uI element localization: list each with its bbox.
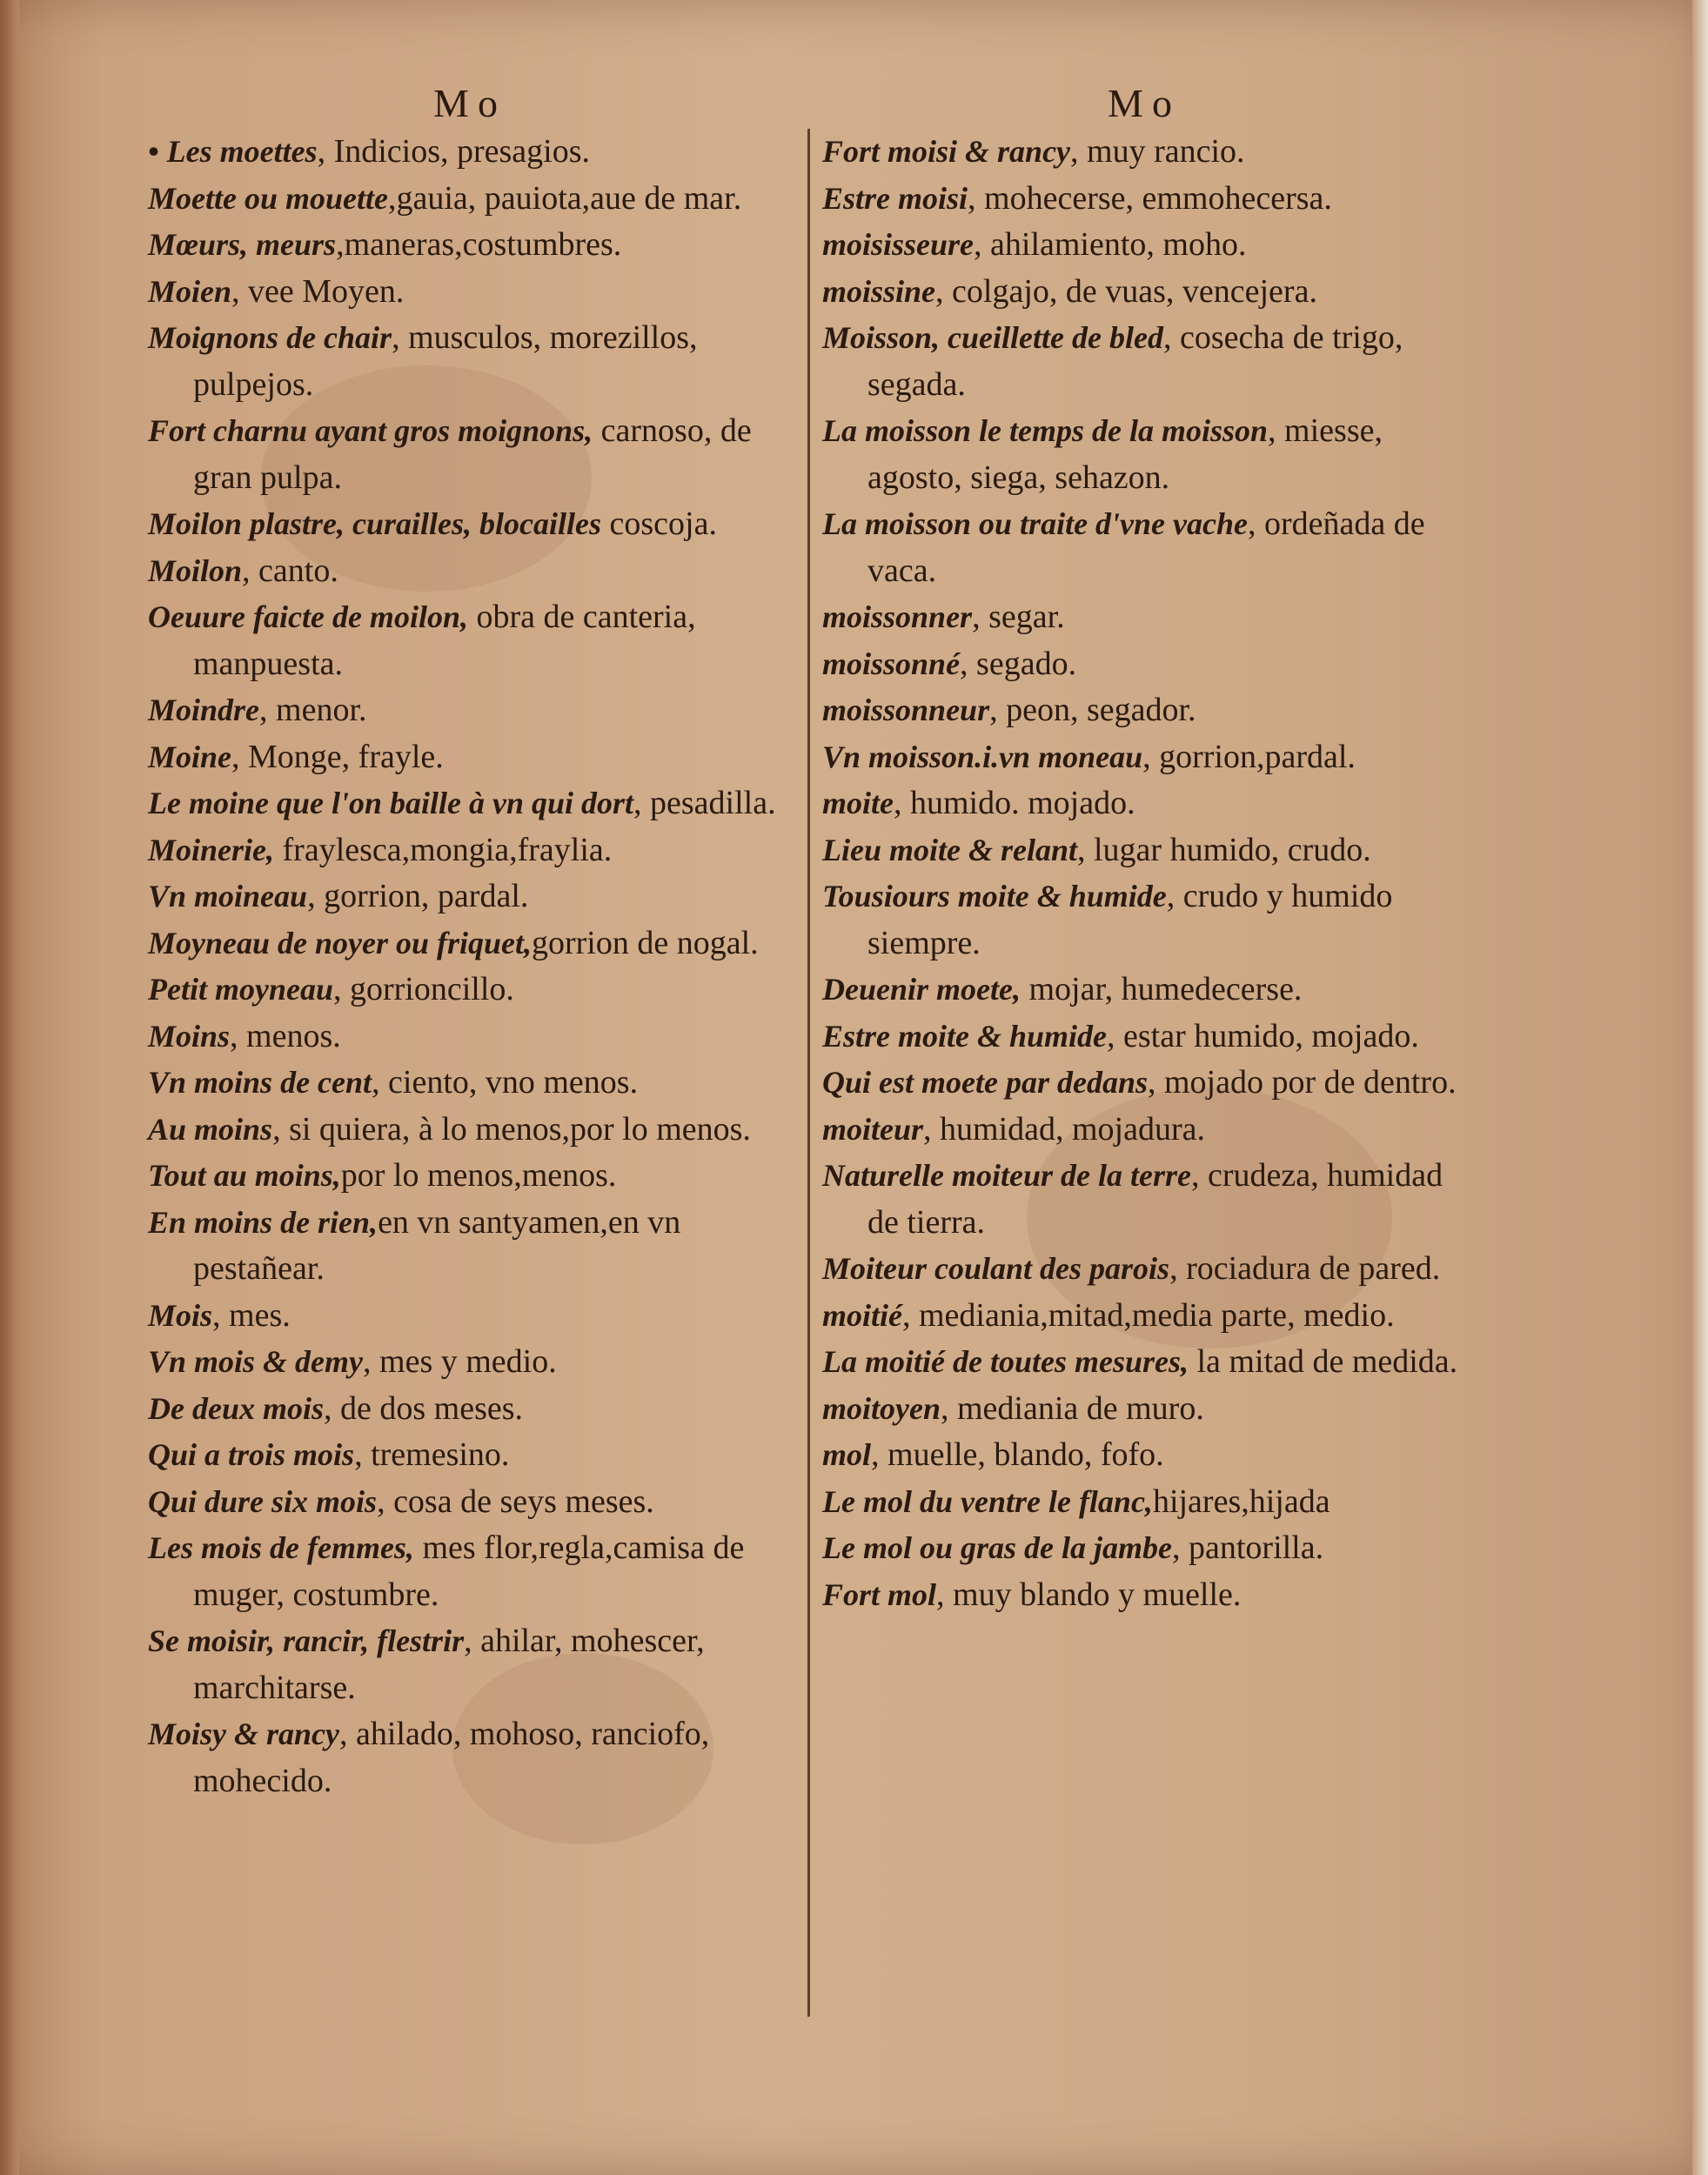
dictionary-entry xyxy=(822,780,1466,827)
dictionary-entry xyxy=(148,408,792,501)
dictionary-entry xyxy=(822,315,1466,408)
entry-translation: , mojado por de dentro. xyxy=(1148,1064,1457,1101)
entry-headword: mol xyxy=(822,1437,872,1472)
entry-headword: Moins xyxy=(148,1018,231,1054)
entry-headword: Moisson, cueillette de bled xyxy=(822,320,1163,355)
entry-headword: moite xyxy=(822,786,894,820)
entry-translation: , muy blando y muelle. xyxy=(936,1576,1242,1613)
dictionary-entry xyxy=(822,222,1466,269)
dictionary-entry xyxy=(148,1432,792,1479)
entry-translation: , muy rancio. xyxy=(1070,133,1245,170)
entry-headword: moissonneur xyxy=(822,693,990,727)
dictionary-entry xyxy=(148,269,792,316)
entry-translation: , segado. xyxy=(960,645,1077,682)
entry-translation: , musculos, morezillos, pulpejos. xyxy=(193,319,698,403)
entry-translation: , pesadilla. xyxy=(633,785,776,821)
entry-headword: moiteur xyxy=(822,1111,924,1147)
dictionary-entry xyxy=(148,780,792,827)
entry-translation: , gorrion, pardal. xyxy=(307,878,529,914)
left-entries xyxy=(148,129,792,1804)
entry-translation: hijares,hijada xyxy=(1152,1482,1330,1520)
entry-translation: , crudeza, humidad de tierra. xyxy=(867,1157,1443,1241)
entry-headword: Les mois de femmes, xyxy=(148,1530,414,1565)
entry-headword: La moitié de toutes mesures, xyxy=(822,1344,1189,1379)
dictionary-entry xyxy=(148,1479,792,1526)
entry-headword: Le mol ou gras de la jambe xyxy=(822,1530,1172,1565)
dictionary-entry xyxy=(822,1386,1466,1433)
entry-translation: , muelle, blando, fofo. xyxy=(871,1436,1164,1473)
entry-translation: , cosa de seys meses. xyxy=(377,1482,654,1520)
right-entries xyxy=(822,129,1466,1618)
dictionary-entry xyxy=(148,1153,792,1200)
dictionary-entry xyxy=(148,1618,792,1711)
entry-headword: • Les moettes xyxy=(148,134,318,169)
entry-translation: , cosecha de trigo, segada. xyxy=(867,319,1403,403)
entry-headword: Fort charnu ayant gros moignons, xyxy=(148,413,593,448)
dictionary-entry xyxy=(148,1293,792,1340)
dictionary-entry xyxy=(148,1711,792,1804)
dictionary-entry xyxy=(148,1014,792,1061)
entry-translation: mes flor,regla,camisa de muger, costumbre. xyxy=(193,1529,745,1613)
dictionary-entry xyxy=(148,1525,792,1618)
entry-headword: Moilon plastre, curailles, blocailles xyxy=(148,506,602,541)
dictionary-entry xyxy=(148,873,792,920)
dictionary-entry xyxy=(822,1525,1466,1572)
entry-translation: , lugar humido, crudo. xyxy=(1077,831,1371,868)
entry-translation: obra de canteria, manpuesta. xyxy=(193,599,696,682)
entry-headword: Mœurs, meurs xyxy=(148,227,337,262)
entry-headword: Moilon xyxy=(148,552,243,588)
dictionary-entry xyxy=(822,1107,1466,1154)
dictionary-entry xyxy=(822,1014,1466,1061)
entry-translation: ,maneras,costumbres. xyxy=(336,226,622,263)
dictionary-entry xyxy=(148,1060,792,1107)
dictionary-entry xyxy=(148,687,792,734)
entry-translation: , Monge, frayle. xyxy=(231,738,444,775)
entry-translation: , tremesino. xyxy=(354,1436,510,1473)
entry-headword: Fort mol xyxy=(822,1576,937,1612)
entry-headword: Moien xyxy=(148,273,232,309)
entry-translation: , Indicios, presagios. xyxy=(317,133,591,170)
dictionary-entry xyxy=(148,827,792,874)
entry-translation: , ahilar, mohescer, marchitarse. xyxy=(193,1623,705,1706)
entry-headword: Qui est moete par dedans xyxy=(822,1065,1148,1100)
entry-headword: moisisseure xyxy=(822,227,975,262)
dictionary-entry xyxy=(148,176,792,223)
entry-headword: moissonner xyxy=(822,599,973,634)
entry-translation: mojar, humedecerse. xyxy=(1020,971,1303,1007)
entry-headword: Naturelle moiteur de la terre xyxy=(822,1158,1191,1193)
dictionary-entry xyxy=(822,1339,1466,1386)
entry-translation: , estar humido, mojado. xyxy=(1107,1017,1419,1054)
entry-headword: Tousiours moite & humide xyxy=(822,879,1167,914)
entry-translation: , humido. mojado. xyxy=(893,785,1135,821)
entry-headword: La moisson le temps de la moisson xyxy=(822,413,1269,448)
entry-translation: en vn santyamen,en vn pestañear. xyxy=(193,1203,681,1287)
entry-translation: , mes. xyxy=(212,1296,291,1334)
dictionary-entry xyxy=(822,641,1466,688)
entry-translation: por lo menos,menos. xyxy=(340,1157,617,1194)
dictionary-entry xyxy=(148,920,792,967)
dictionary-entry xyxy=(148,1107,792,1154)
dictionary-entry xyxy=(822,967,1466,1014)
dictionary-entry xyxy=(822,1246,1466,1293)
entry-headword: Mois xyxy=(148,1297,213,1333)
entry-translation: , canto. xyxy=(242,552,338,589)
entry-translation: , gorrion,pardal. xyxy=(1142,738,1356,775)
entry-headword: Tout au moins, xyxy=(148,1158,341,1193)
dictionary-entry xyxy=(822,1153,1466,1246)
entry-headword: moitoyen xyxy=(822,1390,941,1426)
dictionary-entry xyxy=(148,501,792,548)
dictionary-entry xyxy=(822,1432,1466,1479)
entry-headword: Lieu moite & relant xyxy=(822,832,1077,867)
dictionary-entry xyxy=(822,269,1466,316)
entry-translation: fraylesca,mongia,fraylia. xyxy=(274,831,613,868)
entry-headword: La moisson ou traite d'vne vache xyxy=(822,506,1248,541)
entry-headword: Au moins xyxy=(148,1111,273,1147)
dictionary-entry xyxy=(148,1200,792,1293)
dictionary-entry xyxy=(148,1386,792,1433)
entry-translation: , mediania de muro. xyxy=(940,1389,1204,1427)
entry-translation: , vee Moyen. xyxy=(231,272,405,310)
entry-translation: , ahilado, mohoso, ranciofo, mohecido. xyxy=(193,1716,710,1799)
dictionary-entry xyxy=(148,315,792,408)
entry-translation: , peon, segador. xyxy=(989,692,1196,728)
entry-headword: Petit moyneau xyxy=(148,972,333,1007)
dictionary-entry xyxy=(148,1339,792,1386)
entry-headword: Qui dure six mois xyxy=(148,1483,378,1519)
entry-translation: , de dos meses. xyxy=(324,1389,524,1427)
entry-translation: ,gauia, pauiota,aue de mar. xyxy=(387,179,742,217)
entry-translation: , ahilamiento, moho. xyxy=(974,226,1247,263)
dictionary-entry xyxy=(822,827,1466,874)
dictionary-entry xyxy=(822,176,1466,223)
dictionary-entry xyxy=(822,1572,1466,1619)
entry-translation: la mitad de medida. xyxy=(1188,1343,1458,1380)
dictionary-entry xyxy=(822,1060,1466,1107)
entry-translation: , humidad, mojadura. xyxy=(923,1110,1205,1148)
entry-translation: , si quiera, à lo menos,por lo menos. xyxy=(272,1110,751,1148)
entry-translation: gorrion de nogal. xyxy=(532,924,759,961)
entry-headword: Vn moins de cent xyxy=(148,1065,372,1100)
entry-translation: coscoja. xyxy=(601,505,717,542)
entry-headword: Moiteur coulant des parois xyxy=(822,1251,1170,1286)
book-gutter-shadow xyxy=(0,0,19,2175)
entry-headword: Vn moisson.i.vn moneau xyxy=(822,739,1143,774)
entry-headword: En moins de rien, xyxy=(148,1204,378,1240)
entry-translation: , menor. xyxy=(259,692,367,728)
entry-headword: Moette ou mouette xyxy=(148,180,388,216)
dictionary-entry xyxy=(822,734,1466,781)
entry-headword: Moignons de chair xyxy=(148,320,392,355)
dictionary-entry xyxy=(822,594,1466,641)
entry-translation: , ciento, vno menos. xyxy=(372,1064,639,1101)
entry-headword: Le moine que l'on baille à vn qui dort xyxy=(148,786,634,820)
entry-translation: carnoso, de gran pulpa. xyxy=(193,412,752,496)
entry-headword: Qui a trois mois xyxy=(148,1437,355,1472)
entry-headword: Vn moineau xyxy=(148,879,308,914)
dictionary-entry xyxy=(822,501,1466,594)
dictionary-entry xyxy=(822,408,1466,501)
entry-translation: , mes y medio. xyxy=(363,1343,557,1380)
entry-translation: , colgajo, de vuas, vencejera. xyxy=(935,272,1317,310)
entry-headword: Deuenir moete, xyxy=(822,972,1021,1007)
entry-headword: Estre moisi xyxy=(822,180,968,216)
dictionary-entry xyxy=(822,873,1466,967)
dictionary-entry xyxy=(148,594,792,687)
column-divider xyxy=(807,129,810,2017)
entry-translation: , pantorilla. xyxy=(1171,1529,1324,1566)
entry-headword: Oeuure faicte de moilon, xyxy=(148,599,468,634)
entry-headword: Moinerie, xyxy=(148,832,275,867)
entry-translation: , mohecerse, emmohecersa. xyxy=(968,179,1332,217)
entry-translation: , crudo y humido siempre. xyxy=(867,878,1393,961)
dictionary-entry xyxy=(148,222,792,269)
dictionary-entry xyxy=(148,967,792,1014)
entry-translation: , mediania,mitad,media parte, medio. xyxy=(902,1296,1395,1334)
entry-translation: , ordeñada de vaca. xyxy=(867,505,1425,589)
dictionary-entry xyxy=(148,734,792,781)
entry-headword: moitié xyxy=(822,1297,902,1333)
entry-headword: Moisy & rancy xyxy=(148,1717,339,1751)
dictionary-entry xyxy=(148,548,792,595)
entry-headword: Vn mois & demy xyxy=(148,1344,364,1379)
entry-translation: , miesse, agosto, siega, sehazon. xyxy=(867,412,1383,496)
entry-headword: De deux mois xyxy=(148,1390,324,1426)
entry-translation: , gorrioncillo. xyxy=(332,971,514,1007)
right-running-head: Mo xyxy=(1108,81,1181,125)
left-running-head: Mo xyxy=(433,81,506,125)
entry-headword: Se moisir, rancir, flestrir xyxy=(148,1623,465,1658)
page-right-edge xyxy=(1692,0,1708,2175)
entry-headword: moissonné xyxy=(822,646,961,681)
entry-translation: , segar. xyxy=(972,599,1065,635)
entry-headword: Estre moite & humide xyxy=(822,1018,1108,1054)
dictionary-entry xyxy=(822,1479,1466,1526)
dictionary-entry xyxy=(822,129,1466,176)
entry-headword: moissine xyxy=(822,273,936,309)
dictionary-entry xyxy=(822,1293,1466,1340)
entry-headword: Moyneau de noyer ou friquet, xyxy=(148,925,532,960)
entry-headword: Moine xyxy=(148,739,232,774)
entry-translation: , menos. xyxy=(230,1017,341,1054)
dictionary-entry xyxy=(148,129,792,176)
entry-headword: Le mol du ventre le flanc, xyxy=(822,1483,1153,1519)
entry-translation: , rociadura de pared. xyxy=(1169,1250,1441,1287)
entry-headword: Moindre xyxy=(148,693,260,727)
entry-headword: Fort moisi & rancy xyxy=(822,134,1071,169)
dictionary-entry xyxy=(822,687,1466,734)
